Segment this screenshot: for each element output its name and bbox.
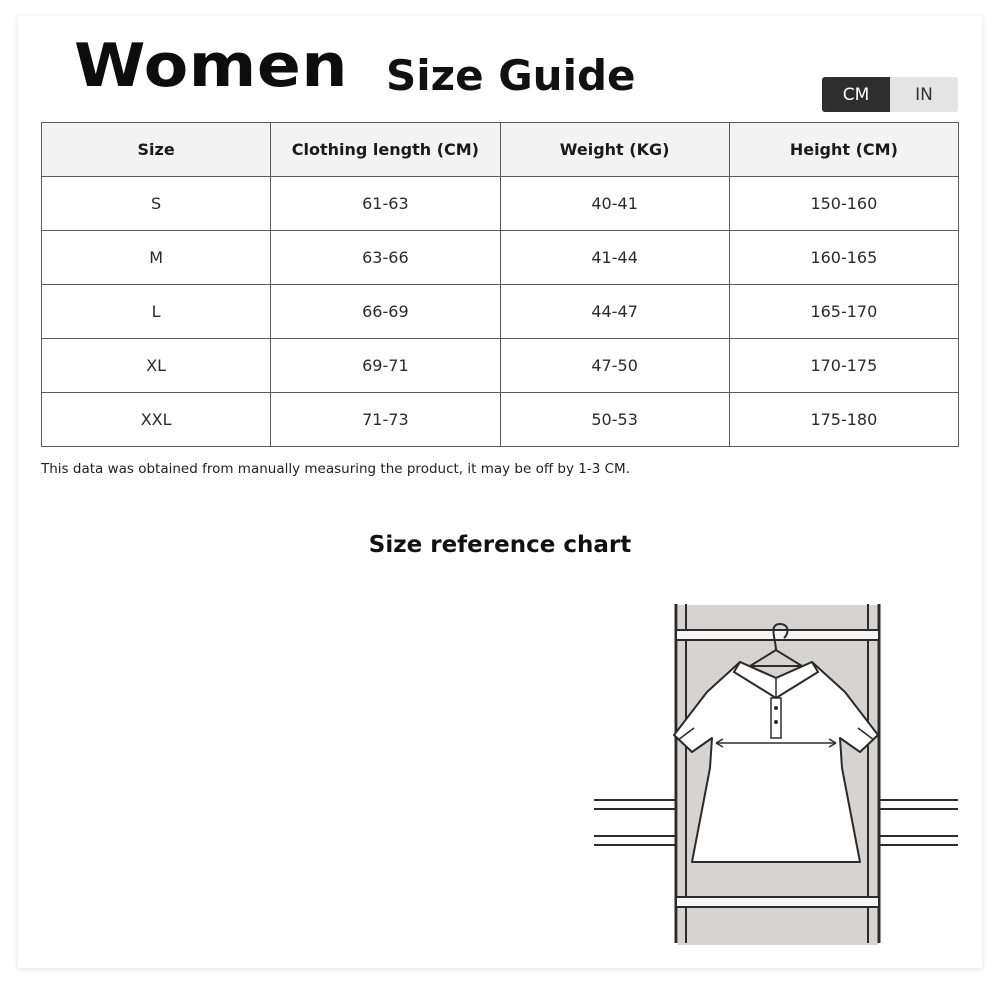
size-cell: M [42,231,271,285]
weight-cell: 47-50 [500,339,729,393]
page-title: Women [74,31,348,101]
table-row [42,339,959,393]
page-subtitle: Size Guide [386,51,636,100]
weight-cell: 40-41 [500,177,729,231]
clothing-length-cell: 66-69 [271,285,500,339]
measurement-note: This data was obtained from manually measuring the product, it may be off by 1-3 CM. [41,461,630,477]
column-header-clothing-length: Clothing length (CM) [271,123,500,177]
reference-chart-title: Size reference chart [368,532,632,558]
weight-cell: 41-44 [500,231,729,285]
size-cell: L [42,285,271,339]
table-row [42,393,959,447]
height-cell: 160-165 [729,231,958,285]
column-header-size: Size [42,123,271,177]
table-header-row [42,123,959,177]
column-header-weight: Weight (KG) [500,123,729,177]
shirt-on-hanger-icon [590,600,962,946]
unit-in-button[interactable]: IN [890,77,958,112]
height-cell: 170-175 [729,339,958,393]
table-row [42,231,959,285]
clothing-length-cell: 71-73 [271,393,500,447]
weight-cell: 50-53 [500,393,729,447]
clothing-length-cell: 69-71 [271,339,500,393]
clothing-length-cell: 61-63 [271,177,500,231]
table-row [42,177,959,231]
weight-cell: 44-47 [500,285,729,339]
height-cell: 150-160 [729,177,958,231]
size-cell: S [42,177,271,231]
height-cell: 175-180 [729,393,958,447]
table-row [42,285,959,339]
size-cell: XXL [42,393,271,447]
height-cell: 165-170 [729,285,958,339]
unit-cm-button[interactable]: CM [822,77,890,112]
size-cell: XL [42,339,271,393]
clothing-length-cell: 63-66 [271,231,500,285]
unit-toggle [822,77,958,112]
size-table [41,122,959,447]
column-header-height: Height (CM) [729,123,958,177]
